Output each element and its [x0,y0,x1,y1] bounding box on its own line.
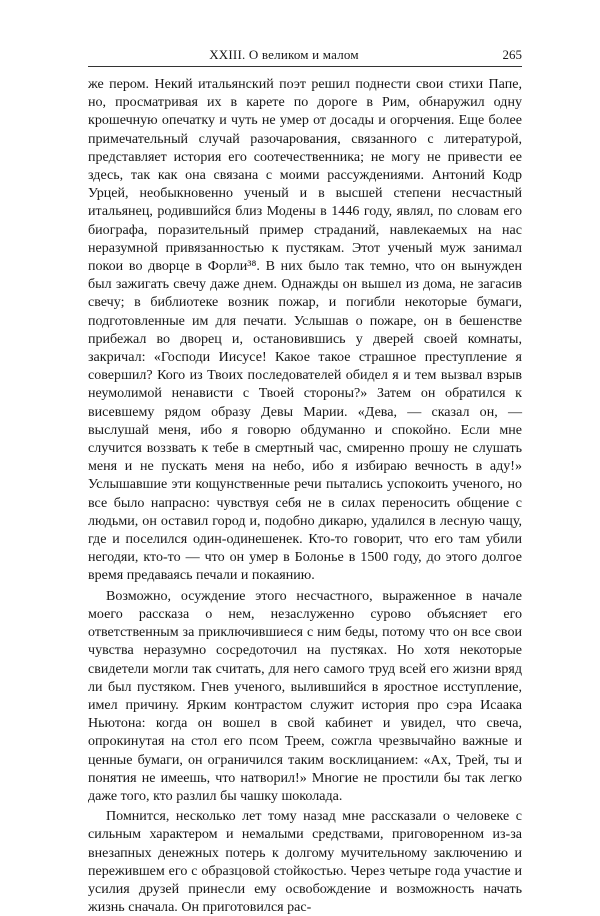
paragraph: Возможно, осуждение этого несчастного, выраженное в начале моего рассказа о нем, незаслуженно сурово объясняет его ответственным за приключившиеся с ним беды, потому что он все свои чувства неразумно сосредоточил на пустяках. Но хотя некоторые свидетели могли так считать, для него самого труд всей его жизни вряд ли был пустяком. Гнев ученого, вылившийся в яростное исступление, имел причину. Ярким контрастом служит история про сэра Исаака Ньютона: когда он вошел в свой кабинет и увидел, что свеча, опрокинутая на стол его псом Треем, сожгла чрезвычайно важные и ценные бумаги, он ограничился таким восклицанием: «Ах, Трей, ты и понятия не имеешь, что натворил!» Многие не простили бы так легко даже того, кто разлил бы чашку шоколада. [88,587,522,804]
running-header [88,44,522,67]
paragraph: Помнится, несколько лет тому назад мне рассказали о человеке с сильным характером и немалыми средствами, приговоренном из-за внезапных денежных потерь к долгому мучительному заключению и пережившем его с образцовой стойкостью. Через четыре года участие и усилия друзей принесли ему освобождение и возможность начать жизнь сначала. Он приготовился рас- [88,808,522,916]
page-text [88,75,522,916]
page-number: 265 [502,47,522,62]
paragraph-continued: же пером. Некий итальянский поэт решил поднести свои стихи Папе, но, просматривая их в карете по дороге в Рим, обнаружил одну крошечную опечатку и чуть не умер от досады и огорчения. Еще более примечательный случай разочарования, связанного с литературой, представляет история его соотечественника; не могу не привести ее здесь, так как она связана с моими рассуждениями. Антоний Кодр Урцей, необыкновенно ученый и в высшей степени несчастный итальянец, родившийся близ Модены в 1446 году, являл, по словам его биографа, поразительный пример страданий, навлекаемых на нас неразумной привязанностью к пустякам. Этот ученый муж занимал покои во дворце в Форли³⁸. В них было так темно, что он вынужден был зажигать свечу даже днем. Однажды он вышел из дома, не загасив свечу; в библиотеке возник пожар, и погибли некоторые бумаги, подготовленные им для печати. Услышав о пожаре, он в бешенстве прибежал во дворец и, остановившись у дверей своей комнаты, закричал: «Господи Иисусе! Какое такое страшное преступление я совершил? Кого из Твоих последователей обидел я и тем вызвал взрыв неумолимой ненависти с Твоей стороны?» Затем он обратился к висевшему рядом образу Девы Марии. «Дева, — сказал он, — выслушай меня, ибо я говорю обдуманно и спокойно. Если мне случится воззвать к тебе в смертный час, смиренно прошу не слушать меня и не пускать меня на небо, ибо я избираю вечность в аду!» Услышавшие эти кощунственные речи пытались успокоить ученого, но все было напрасно: чувствуя себя не в силах переносить общение с людьми, он оставил город и, подобно дикарю, удалился в лесную чащу, где и поселился один-одинешенек. Кто-то говорит, что его там убили негодяи, кто-то — что он умер в Болонье в 1500 году, до этого долгое время предаваясь печали и покаянию. [88,76,522,584]
book-page [88,44,522,916]
chapter-running-title: XXIII. О великом и малом [209,47,359,62]
